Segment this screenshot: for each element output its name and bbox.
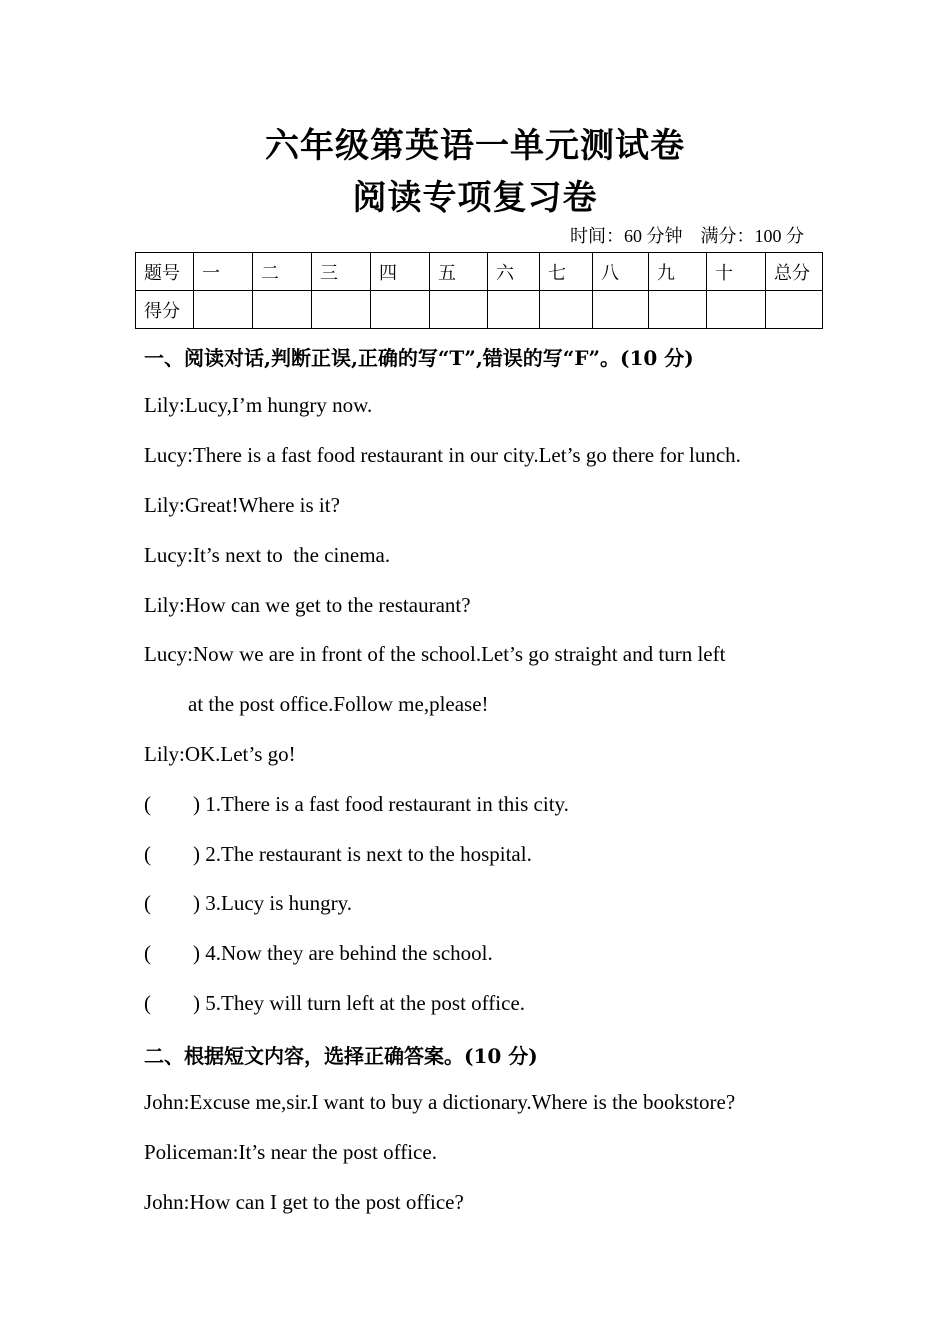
- dialogue-line: Lily:How can we get to the restaurant?: [144, 593, 471, 617]
- dialogue-line: at the post office.Follow me,please!: [188, 692, 489, 716]
- score-table-cell: 得分: [136, 291, 194, 329]
- true-false-question[interactable]: ( ) 5.They will turn left at the post office.: [144, 991, 526, 1015]
- score-input-cell[interactable]: [253, 291, 312, 329]
- section2-heading: 二、根据短文内容，选择正确答案。(10 分): [144, 1044, 538, 1068]
- exam-meta-info: 时间：60 分钟 满分：100 分: [570, 226, 804, 246]
- score-input-cell[interactable]: [194, 291, 253, 329]
- score-table-cell: 六: [488, 253, 540, 291]
- true-false-question[interactable]: ( ) 2.The restaurant is next to the hospital.: [144, 842, 532, 866]
- dialogue-line: Lily:Great!Where is it?: [144, 493, 340, 517]
- dialogue-line: Lily:OK.Let’s go!: [144, 742, 296, 766]
- score-input-cell[interactable]: [312, 291, 371, 329]
- score-table-cell: 五: [430, 253, 488, 291]
- score-table-cell: 十: [707, 253, 766, 291]
- score-table-cell: 三: [312, 253, 371, 291]
- dialogue-line: John:Excuse me,sir.I want to buy a dictionary.Where is the bookstore?: [144, 1090, 736, 1114]
- score-input-cell[interactable]: [430, 291, 488, 329]
- true-false-question[interactable]: ( ) 1.There is a fast food restaurant in this city.: [144, 792, 569, 816]
- dialogue-line: Lucy:There is a fast food restaurant in our city.Let’s go there for lunch.: [144, 443, 741, 467]
- section1-heading: 一、阅读对话,判断正误,正确的写“T”,错误的写“F”。(10 分): [144, 346, 694, 370]
- score-table-cell: 总分: [766, 253, 823, 291]
- score-input-cell[interactable]: [649, 291, 707, 329]
- score-table-cell: 题号: [136, 253, 194, 291]
- page-subtitle: 阅读专项复习卷: [352, 178, 598, 218]
- score-input-cell[interactable]: [371, 291, 430, 329]
- score-table-score-row: [136, 291, 823, 329]
- dialogue-line: Policeman:It’s near the post office.: [144, 1140, 437, 1164]
- score-input-cell[interactable]: [707, 291, 766, 329]
- score-table-cell: 七: [540, 253, 593, 291]
- dialogue-line: Lucy:It’s next to the cinema.: [144, 543, 391, 567]
- score-input-cell[interactable]: [540, 291, 593, 329]
- score-table: [135, 252, 823, 329]
- score-table-cell: 九: [649, 253, 707, 291]
- score-table-cell: 二: [253, 253, 312, 291]
- score-table-cell: 一: [194, 253, 253, 291]
- page-title: 六年级第英语一单元测试卷: [265, 126, 685, 166]
- true-false-question[interactable]: ( ) 4.Now they are behind the school.: [144, 941, 493, 965]
- score-input-cell[interactable]: [488, 291, 540, 329]
- score-table-cell: 四: [371, 253, 430, 291]
- dialogue-line: Lily:Lucy,I’m hungry now.: [144, 393, 373, 417]
- dialogue-line: John:How can I get to the post office?: [144, 1190, 464, 1214]
- dialogue-line: Lucy:Now we are in front of the school.Let’s go straight and turn left: [144, 642, 726, 666]
- score-table-cell: 八: [593, 253, 649, 291]
- true-false-question[interactable]: ( ) 3.Lucy is hungry.: [144, 891, 353, 915]
- score-table-header-row: [136, 253, 823, 291]
- score-input-cell[interactable]: [766, 291, 823, 329]
- score-input-cell[interactable]: [593, 291, 649, 329]
